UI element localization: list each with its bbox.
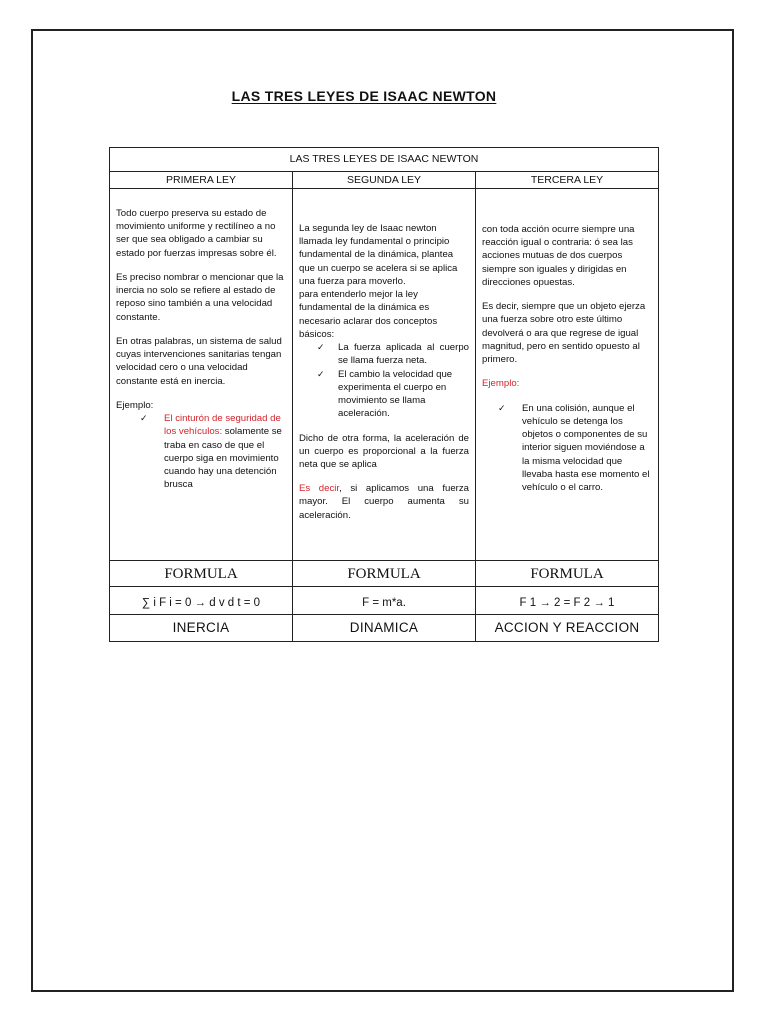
segunda-ley-body [293,189,476,561]
tercera-ley-body [476,189,659,561]
formula-label: FORMULA [347,566,421,582]
tercera-ley-example-label: Ejemplo: [482,378,520,390]
primera-ley-name: INERCIA [110,615,293,642]
segunda-ley-name: DINAMICA [293,615,476,642]
segunda-ley-concept-1: La fuerza aplicada al cuerpo se llama fuerza neta. [338,342,469,367]
tercera-ley-paragraph-2: Es decir, siempre que un objeto ejerza una fuerza sobre otro este último devolverá o ara que regrese de igual magnitud, pero en sentido opuesto al primero. [482,301,646,366]
primera-ley-paragraph-1: Todo cuerpo preserva su estado de movimiento uniforme y rectilíneo a no ser que sea obligado a cambiar su estado por fuerzas impresas sobre él. [116,208,277,259]
tercera-ley-formula-header [476,561,659,593]
segunda-ley-paragraph-3-text: , si aplicamos una fuerza mayor. El cuerpo aumenta su aceleración. [299,483,469,521]
formula-divider [475,586,659,587]
check-icon: ✓ [498,402,506,413]
primera-ley-example-text: solamente se traba en caso de que el cuerpo siga en movimiento cuando hay una detención brusca [164,426,282,491]
segunda-ley-paragraph-2: Dicho de otra forma, la aceleración de un cuerpo es proporcional a la fuerza neta que se aplica [299,432,469,470]
segunda-ley-formula-header [293,561,476,593]
formula-label: FORMULA [530,566,604,582]
segunda-ley-paragraph-1: La segunda ley de Isaac newton llamada ley fundamental o principio fundamental de la dinámica, plantea que un cuerpo se acelera si se aplica una fuerza para moverlo. [299,223,458,287]
segunda-ley-concept-2: El cambio la velocidad que experimenta el cuerpo en movimiento se llama aceleración. [338,368,453,420]
primera-ley-example-list [116,412,286,491]
document-title-text: LAS TRES LEYES DE ISAAC NEWTON [231,88,497,104]
formula-label: FORMULA [164,566,238,582]
tercera-ley-formula: F 1 → 2 = F 2 → 1 [476,592,659,615]
tercera-ley-paragraph-1: con toda acción ocurre siempre una reacción igual o contraria: ó sea las acciones mutuas de dos cuerpos siempre son iguales y dirigidas en direcciones opuestas. [482,224,635,288]
primera-ley-paragraph-3: En otras palabras, un sistema de salud cuyas intervenciones sanitarias tengan velocidad cero o una velocidad constante está en inercia. [116,335,282,387]
segunda-ley-paragraph-1b: para entenderlo mejor la ley fundamental de la dinámica es necesario aclarar dos conceptos básicos: [299,289,438,340]
segunda-ley-paragraph-3 [299,482,469,522]
list-item [116,412,286,491]
segunda-ley-formula: F = m*a. [293,592,476,615]
list-item [299,341,469,367]
newton-laws-table [109,147,659,642]
formula-divider [292,586,476,587]
check-icon: ✓ [317,368,325,379]
primera-ley-paragraph-2: Es preciso nombrar o mencionar que la inercia no solo se refiere al estado de reposo sino también a una velocidad constante. [116,271,284,323]
segunda-ley-highlight: Es decir [299,483,340,495]
header-primera-ley: PRIMERA LEY [110,172,293,189]
primera-ley-body [110,189,293,561]
list-item [482,402,652,495]
primera-ley-example-highlight: El cinturón de seguridad de los vehículos: [164,413,281,438]
list-item [299,368,469,421]
tercera-ley-example-text: En una colisión, aunque el vehículo se detenga los objetos o componentes de su interior siguen moviéndose a la misma velocidad que llevaba hasta ese momento el vehículo o el carro. [522,402,650,493]
tercera-ley-name: ACCION Y REACCION [476,615,659,642]
header-segunda-ley: SEGUNDA LEY [293,172,476,189]
document-title [0,88,768,104]
tercera-ley-example-list [482,402,652,495]
check-icon: ✓ [140,413,148,424]
check-icon: ✓ [317,342,325,353]
table-caption: LAS TRES LEYES DE ISAAC NEWTON [110,148,659,172]
primera-ley-formula-header [110,561,293,593]
segunda-ley-concepts-list [299,341,469,420]
primera-ley-formula: ∑ i F i = 0 → d v d t = 0 [110,592,293,615]
formula-divider [109,586,293,587]
primera-ley-example-label: Ejemplo: [116,399,154,411]
header-tercera-ley: TERCERA LEY [476,172,659,189]
